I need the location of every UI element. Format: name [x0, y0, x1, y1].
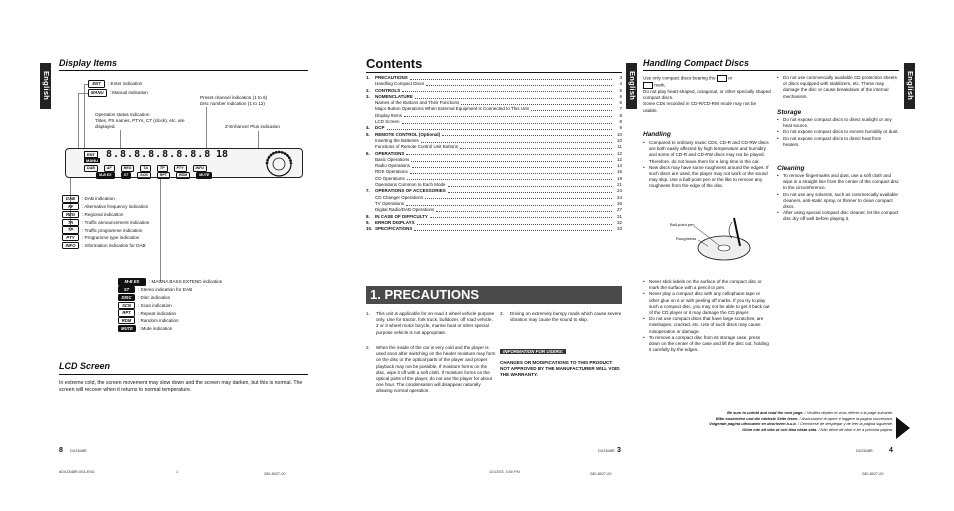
- lcd-af: AF: [104, 165, 115, 172]
- precaution-text: Driving on extremely bumpy roads which cause severe vibration may cause the sound to skip.: [510, 311, 622, 323]
- page-number-8: 8: [59, 447, 63, 454]
- precaution-3: [500, 311, 622, 323]
- unfold-line: Volgende pagina uitvouwen en doorlezen a.u.b. / Cerciórese de desplegar y de leer la página siguiente.: [709, 421, 893, 427]
- toc-leader: [406, 151, 612, 156]
- file-footer-left: dDXZ648R-003-ENG: [59, 470, 95, 474]
- file-footer-code-4: 280-8027-00: [862, 472, 884, 476]
- toc-leader: [414, 226, 612, 231]
- info-text: CHANGES OR MODIFICATIONS TO THIS PRODUCT NOT APPROVED BY THE MANUFACTURER WILL VOID THE WARRANTY.: [500, 360, 620, 378]
- toc-leader: [448, 182, 612, 187]
- info-for-users: [500, 340, 620, 379]
- rpt-icon: RPT: [118, 309, 135, 316]
- toc-number: 4.: [366, 125, 370, 131]
- lcd-screen-text: In extreme cold, the screen movement may slow down and the screen may darken, but this is normal. The screen will recover when it returns to normal temperature.: [59, 380, 303, 393]
- lcd-screen-title: LCD Screen: [59, 361, 111, 371]
- scn-icon: SCN: [118, 302, 135, 309]
- language-tab-mid: English: [626, 63, 637, 109]
- display-items-rule: [59, 70, 308, 71]
- contents-rule: [366, 72, 622, 73]
- protection-sheet-note: [777, 75, 899, 100]
- handling-subtitle: Handling: [643, 131, 671, 138]
- toc-label: Digital Radio/DAB Operations: [375, 207, 435, 213]
- toc-leader: [387, 125, 612, 130]
- manu-desc: : Manual indication: [109, 90, 148, 96]
- toc-label: OPERATIONS OF ACCESSORIES: [375, 188, 446, 194]
- toc-number: 9.: [366, 219, 370, 225]
- reg-icon: REG: [62, 211, 79, 218]
- lcd-small-digits: 18: [216, 149, 229, 160]
- list-desc: : Alternative frequency indication: [82, 204, 149, 210]
- file-footer-code-8: 280-8027-00: [264, 472, 286, 476]
- toc-leader: [442, 132, 612, 137]
- precaution-number: 1.: [366, 311, 370, 316]
- ent-indication: [88, 80, 142, 88]
- list-desc: : Stereo indication for DAB: [138, 287, 193, 293]
- model-footer-3: DXZ648R: [598, 449, 615, 453]
- lcd-rpt: RPT: [157, 172, 170, 179]
- list-item: • Compared to ordinary music CDs, CD-R and CD-RW discs are both easily affected by high temperature and humidity and some of CD-R and CD-RW discs may not be played. Therefore, do not leave them for a long time in the car.: [643, 140, 771, 165]
- unfold-line: Glöm inte att vika ut och läsa nästa sida. / Não deixe de abrir e ler a próxima página.: [742, 426, 893, 432]
- preset-channel-note: Preset channel indication (1 to 6) Disc number indication (1 to 12): [200, 95, 268, 107]
- list-desc: : Disc indication: [138, 294, 171, 300]
- toc-page: 9: [619, 125, 622, 131]
- toc-page: 21: [616, 182, 622, 188]
- list-item: [118, 301, 222, 309]
- toc-label: OPERATIONS: [375, 150, 405, 156]
- lcd-dab: DAB: [84, 165, 98, 172]
- toc-label: Basic Operations: [375, 156, 410, 162]
- leader-line: [160, 178, 161, 282]
- list-item: • After using special compact disc cleaner, let the compact disc dry off well before playing it.: [777, 210, 899, 222]
- list-item: [62, 218, 149, 226]
- ent-desc: : Enter indication: [108, 81, 143, 87]
- list-item: [62, 234, 149, 242]
- toc-leader: [448, 188, 612, 193]
- lcd-screen-rule: [59, 374, 308, 375]
- toc-label: Handling Compact Discs: [375, 81, 425, 87]
- toc-leader: [430, 214, 612, 219]
- unfold-notice: [600, 410, 893, 432]
- leader-line: [78, 93, 88, 94]
- list-item: • New discs may have some roughness around the edges. If such discs are used, the player may not work or the sound may skip. Use a ball-point pen or the like to remove any roughness from the edge of the disc.: [643, 165, 771, 190]
- file-footer-mid: 1: [176, 470, 179, 474]
- toc-page: 31: [616, 213, 622, 219]
- manu-icon: MANU: [88, 89, 107, 96]
- lcd-reg: REG: [121, 165, 135, 172]
- list-item: [118, 309, 222, 317]
- file-footer-code-3: 280-8027-00: [590, 472, 612, 476]
- toc-label: RDS Operations: [375, 169, 408, 175]
- toc-page: 10: [616, 137, 622, 143]
- lcd-ent-badge: ENT: [84, 151, 98, 158]
- toc-leader: [406, 201, 612, 206]
- precaution-number: 3.: [500, 311, 504, 316]
- toc-leader: [410, 169, 612, 174]
- toc-number: 6.: [366, 150, 370, 156]
- toc-label: CONTROLS: [375, 87, 401, 93]
- toc-leader: [410, 75, 612, 80]
- cleaning-list: [777, 173, 899, 223]
- toc-label: LCD Screen: [375, 119, 400, 125]
- toc-page: 19: [616, 175, 622, 181]
- toc-page: 12: [616, 150, 622, 156]
- list-item: • Do not expose compact discs to direct heat from heaters.: [777, 136, 899, 148]
- rdm-icon: RDM: [118, 317, 135, 324]
- toc-label: PRECAUTIONS: [375, 75, 408, 80]
- leader-line: [84, 84, 88, 85]
- list-desc: : MAGNA BASS EXTEND indication: [149, 279, 223, 285]
- list-item: • To remove a compact disc from its storage case, press down on the center of the case and lift the disc out, holding it carefully by the edges.: [643, 335, 771, 354]
- toc-label: IN CASE OF DIFFICULTY: [375, 213, 428, 219]
- toc-page: 14: [616, 163, 622, 169]
- storage-subtitle: Storage: [777, 109, 802, 116]
- toc-number: 8.: [366, 213, 370, 219]
- lcd-manu-badge: MANU: [86, 158, 98, 163]
- toc-label: Inserting the Batteries: [375, 137, 419, 143]
- mbex-icon: M-B EX: [118, 278, 146, 285]
- list-item: • Do not use compact discs that have large scratches, are misshapen, cracked, etc. Use of such discs may cause misoperation or damage.: [643, 316, 771, 335]
- list-desc: : Regional indication: [82, 211, 124, 217]
- toc-page: 32: [616, 219, 622, 225]
- storage-list: [777, 117, 899, 148]
- st-icon: ST: [118, 286, 135, 293]
- date-footer: 11/12/03, 3:50 PM: [489, 470, 520, 474]
- toc-leader: [421, 138, 612, 143]
- toc-leader: [412, 163, 612, 168]
- lcd-digits: 8.8.8.8.8.8.8.8: [106, 149, 212, 160]
- handling-cd-rule: [643, 70, 899, 71]
- toc-page: 12: [616, 156, 622, 162]
- toc-label: SPECIFICATIONS: [375, 226, 413, 232]
- toc-label: ERROR DISPLAYS: [375, 219, 415, 225]
- toc-leader: [402, 119, 612, 124]
- page-number-4: 4: [889, 447, 893, 454]
- toc-page: 5: [619, 87, 622, 93]
- toc-page: 24: [616, 188, 622, 194]
- toc-leader: [417, 220, 612, 225]
- model-footer-4: DXZ648R: [856, 449, 873, 453]
- toc-leader: [402, 88, 612, 93]
- precautions-banner: 1. PRECAUTIONS: [366, 286, 622, 304]
- list-desc: : Traffic programme indication: [82, 227, 143, 233]
- lcd-pty: PTY: [174, 165, 187, 172]
- list-desc: : Random indication: [138, 318, 179, 324]
- leader-line: [206, 107, 207, 148]
- toc-number: 1.: [366, 75, 370, 80]
- manu-indication: [88, 89, 148, 97]
- compact-disc-logo-icon: [717, 75, 727, 82]
- z-enhancer-dial-icon: [262, 150, 296, 178]
- toc-label: CD Changer Operations: [375, 194, 424, 200]
- lcd-info: INFO: [193, 165, 208, 172]
- toc-label: TV Operations: [375, 200, 405, 206]
- intro-text: Use only compact discs bearing the: [643, 75, 716, 81]
- language-tab-left: English: [40, 63, 51, 109]
- cd-intro: [643, 75, 771, 114]
- list-desc: : Programme type indication: [82, 235, 140, 241]
- lcd-mbex: M-B EX: [96, 172, 115, 179]
- compact-disc-rw-logo-icon: [643, 82, 653, 89]
- list-item: • Do not expose compact discs to excess humidity or dust.: [777, 129, 899, 135]
- list-item: • Do not expose compact discs to direct sunlight or any heat source.: [777, 117, 899, 129]
- lcd-rdm: RDM: [176, 172, 190, 179]
- contents-title: Contents: [366, 56, 423, 71]
- z-enhancer-note: Z-Enhancer Plus indication: [225, 124, 280, 129]
- toc-page: 27: [616, 207, 622, 213]
- roughness-label: Roughness: [676, 236, 697, 241]
- indicator-list-2: [118, 278, 222, 333]
- toc-number: 2.: [366, 87, 370, 93]
- list-item: [118, 325, 222, 333]
- list-item: • Do not use commercially available CD protection sheets or discs equipped with stabilizers, etc. These may damage the disc or cause breakdown of the internal mechanism.: [777, 75, 899, 100]
- lcd-tp: TP: [157, 165, 168, 172]
- display-items-title: Display Items: [59, 58, 118, 68]
- toc-page: 4: [619, 81, 622, 87]
- toc-label: Names of the Buttons and Their Functions: [375, 100, 460, 106]
- info-title: INFORMATION FOR USERS:: [500, 349, 566, 354]
- leader-line: [120, 130, 121, 148]
- toc-leader: [460, 144, 612, 149]
- operation-status-note: Operation status indication Titles, PS names, PTYs, CT (clock), etc. are displayed.: [95, 112, 185, 130]
- list-item: • Do not use any solvents, such as commercially available cleaners, anti-static spray, or thinner to clean compact discs.: [777, 192, 899, 211]
- lcd-row2: [96, 172, 215, 179]
- precaution-text: When the inside of the car is very cold and the player is used soon after switching on the heater moisture may form on the disc or the optical parts of the player and proper playback may not be possible. If moisture forms on the disc, wipe it off with a soft cloth. If moisture forms on the optical parts of the player, do not use the player for about one hour. The condensation will disappear naturally allowing normal operation.: [376, 345, 496, 394]
- toc-leader: [426, 81, 612, 86]
- toc-number: 10.: [366, 226, 373, 232]
- toc-label: Radio Operations: [375, 163, 411, 169]
- list-desc: : Scan indication: [138, 302, 172, 308]
- cleaning-subtitle: Cleaning: [777, 165, 805, 172]
- af-icon: AF: [62, 203, 79, 210]
- lcd-st: ST: [121, 172, 132, 179]
- toc-label: CD Operations: [375, 175, 405, 181]
- list-item: [62, 226, 149, 234]
- pty-icon: PTY: [62, 234, 79, 241]
- toc-leader: [404, 113, 612, 118]
- toc-page: 11: [617, 144, 622, 150]
- intro-text: Do not play heart-shaped, octagonal, or other specially shaped compact discs.: [643, 89, 771, 101]
- toc-leader: [415, 94, 612, 99]
- unfold-line: Bitte ausbreiten und die nächste Seite lesen. / Assicuratevi di aprire e leggere la pagina successiva.: [715, 415, 893, 421]
- handling-cd-title: Handling Compact Discs: [643, 58, 750, 68]
- toc-number: 3.: [366, 93, 370, 99]
- list-item: [62, 242, 149, 250]
- list-desc: : Information indication for DAB: [82, 243, 146, 249]
- arrow-right-icon: [896, 417, 910, 439]
- toc-number: 7.: [366, 188, 370, 194]
- toc-page: 8: [619, 112, 622, 118]
- lcd-display-panel: [65, 148, 303, 178]
- toc-label: Operations Common to Each Mode: [375, 182, 446, 188]
- lcd-mute: MUTE: [196, 172, 212, 179]
- list-item: [118, 294, 222, 302]
- leader-line: [258, 131, 259, 148]
- toc-page: 6: [619, 100, 622, 106]
- ballpoint-label: Ball-point pen: [670, 222, 695, 227]
- toc-label: REMOTE CONTROL (Optional): [375, 131, 441, 137]
- toc-page: 24: [616, 194, 622, 200]
- ta-icon: TA: [62, 219, 79, 226]
- toc-page: 6: [619, 93, 622, 99]
- lcd-ta: TA: [140, 165, 151, 172]
- lcd-scn: SCN: [137, 172, 151, 179]
- mute-icon: MUTE: [118, 325, 136, 332]
- list-item: • Never play a compact disc with any cellophane tape or other glue on it or with peeling off marks. If you try to play such a compact disc, you may not be able to get it back out of the CD player or it may damage the CD player.: [643, 291, 771, 316]
- list-desc: : DAB indication: [82, 196, 115, 202]
- leader-line: [78, 93, 79, 148]
- intro-text: mark.: [654, 82, 666, 88]
- list-item: [118, 286, 222, 294]
- toc-page: 7: [619, 106, 622, 112]
- disc-illustration: [668, 216, 758, 266]
- list-item: [62, 195, 149, 203]
- model-footer-8: DXZ648R: [70, 449, 87, 453]
- precaution-2: [366, 345, 496, 395]
- toc-page: 3: [619, 75, 622, 80]
- toc-leader: [436, 207, 612, 212]
- toc-leader: [411, 157, 612, 162]
- toc-number: 5.: [366, 131, 370, 137]
- toc-entry: [366, 226, 622, 232]
- precaution-1: [366, 311, 496, 336]
- indicator-list-1: [62, 195, 149, 250]
- info-icon: INFO: [62, 242, 79, 249]
- ent-icon: ENT: [88, 80, 105, 87]
- list-item: [62, 203, 149, 211]
- list-desc: : Repeat indication: [138, 310, 177, 316]
- toc-leader: [407, 176, 612, 181]
- dab-icon: DAB: [62, 195, 79, 202]
- toc-label: Functions of Remote Control Unit Buttons: [375, 144, 459, 150]
- handling-list-2: [643, 279, 771, 353]
- language-tab-right: English: [904, 63, 915, 109]
- toc-leader: [531, 106, 612, 111]
- toc-leader: [425, 195, 612, 200]
- toc-page: 33: [616, 226, 622, 232]
- toc-label: DCP: [375, 125, 385, 131]
- toc-page: 8: [619, 119, 622, 125]
- disc-icon: DISC: [118, 294, 135, 301]
- precaution-text: This unit is applicable for on-road 4 wheel vehicle purpose only. Use for tractor, fork truck, bulldozer, off road vehicle, 2 or 3 wheel motor bicycle, marine boat or other special purpose vehicle is not appropriate.: [376, 311, 495, 335]
- unfold-line: Be sure to unfold and read the next page. / Veuillez déplier et vous référer à la page suivante.: [727, 410, 893, 415]
- tp-icon: TP: [62, 226, 79, 233]
- toc-page: 10: [616, 131, 622, 137]
- toc-label: NOMENCLATURE: [375, 93, 413, 99]
- toc-page: 16: [616, 169, 622, 175]
- toc-label: Major Button Operations When External Equipment is Connected to This Unit: [375, 106, 529, 112]
- intro-text: or: [728, 75, 733, 81]
- handling-list: [643, 140, 771, 190]
- toc-list: [366, 75, 622, 232]
- list-item: • Never stick labels on the surface of the compact disc or mark the surface with a pencil or pen.: [643, 279, 771, 291]
- list-item: [62, 211, 149, 219]
- page-number-3: 3: [617, 447, 621, 454]
- list-desc: : Mute indication: [138, 326, 173, 332]
- list-item: [118, 317, 222, 325]
- toc-page: 26: [616, 200, 622, 206]
- toc-label: Display Items: [375, 112, 403, 118]
- toc-leader: [461, 100, 612, 105]
- list-desc: : Traffic announcement indication: [82, 219, 150, 225]
- list-item: [118, 278, 222, 286]
- precaution-number: 2.: [366, 345, 370, 350]
- intro-text: Some CDs recorded in CD-R/CD-RW mode may not be usable.: [643, 101, 757, 113]
- list-item: • To remove fingermarks and dust, use a soft cloth and wipe in a straight line from the center of the compact disc to the circumference.: [777, 173, 899, 192]
